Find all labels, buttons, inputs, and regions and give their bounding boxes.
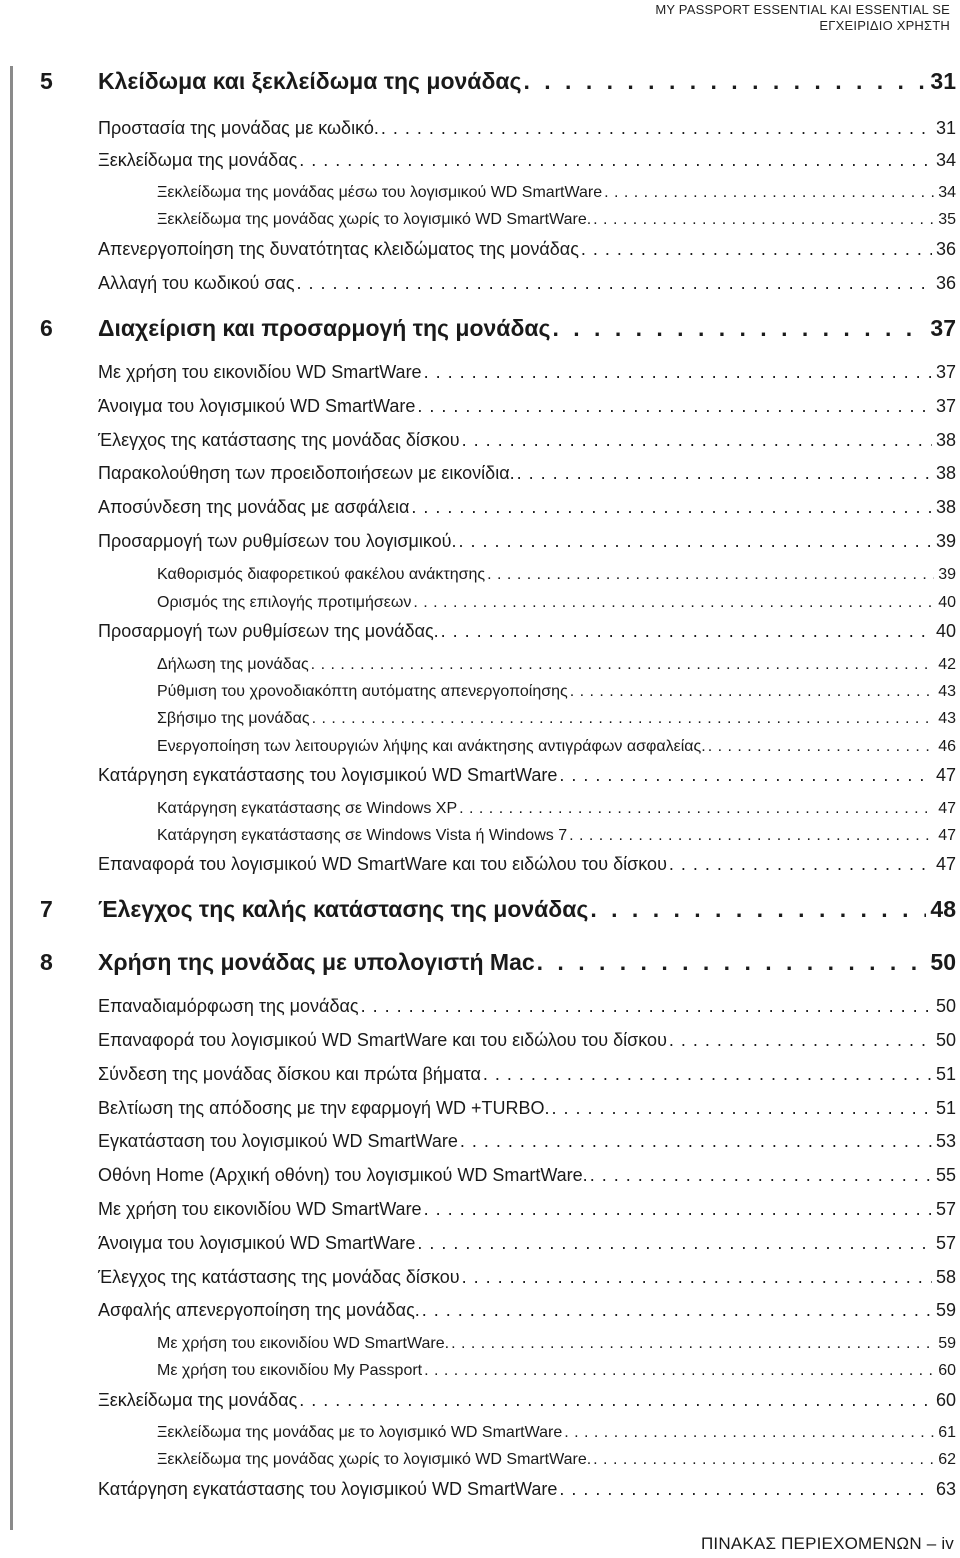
toc-page-number: 36 [935,273,956,293]
dot-leader [299,150,932,171]
toc-subsection[interactable] [157,738,956,756]
toc-page-number: 42 [938,656,956,673]
toc-page-number: 50 [930,949,956,975]
dot-leader [413,594,934,612]
toc-page-number: 46 [938,738,956,755]
toc-section[interactable] [98,1165,956,1186]
dot-leader [462,430,932,451]
toc-entry-title: Κατάργηση εγκατάστασης σε Windows Vista ή Windows 7 [157,827,568,844]
dot-leader [462,1267,932,1288]
toc-subsection[interactable] [157,211,956,229]
toc-page-number: 39 [938,566,956,583]
toc-entry-title: Ξεκλείδωμα της μονάδας [98,150,298,170]
toc-entry-title: Διαχείριση και προσαρμογή της μονάδας [98,315,551,341]
toc-section[interactable] [98,118,956,139]
toc-page-number: 35 [938,211,956,228]
toc-entry-title: Προσαρμογή των ρυθμίσεων της μονάδας. [98,621,439,641]
toc-subsection[interactable] [157,594,956,612]
toc-entry-title: Ξεκλείδωμα της μονάδας [98,1390,298,1410]
toc-chapter[interactable] [98,315,956,342]
toc-entry-title: Οθόνη Home (Αρχική οθόνη) του λογισμικού WD SmartWare. [98,1165,588,1185]
toc-page-number: 39 [935,531,956,551]
toc-entry-title: Ξεκλείδωμα της μονάδας χωρίς το λογισμικό WD SmartWare. [157,1451,592,1468]
toc-page-number: 61 [938,1424,956,1441]
dot-leader [299,1390,932,1411]
toc-section[interactable] [98,1064,956,1085]
toc-section[interactable] [98,463,956,484]
toc-page-number: 60 [935,1390,956,1410]
toc-entry-title: Δήλωση της μονάδας [157,656,309,673]
toc-entry-title: Κλείδωμα και ξεκλείδωμα της μονάδας [98,68,522,94]
dot-leader [593,1451,934,1469]
toc-page-number: 55 [935,1165,956,1185]
dot-leader [604,184,934,202]
toc-page-number: 47 [938,800,956,817]
dot-leader [483,1064,932,1085]
toc-page-number: 62 [938,1451,956,1468]
dot-leader [487,566,934,584]
dot-leader [424,1199,932,1220]
toc-page-number: 58 [935,1267,956,1287]
dot-leader [524,68,927,95]
toc-entry-title: Ενεργοποίηση των λειτουργιών λήψης και ανάκτησης αντιγράφων ασφαλείας. [157,738,706,755]
toc-page-number: 53 [935,1131,956,1151]
toc-page-number: 31 [935,118,956,138]
dot-leader [381,118,932,139]
dot-leader [311,656,935,674]
toc-entry-title: Ορισμός της επιλογής προτιμήσεων [157,594,412,611]
toc-entry-title: Με χρήση του εικονιδίου WD SmartWare. [157,1335,450,1352]
dot-leader [451,1335,934,1353]
toc-entry-title: Επαναφορά του λογισμικού WD SmartWare και του ειδώλου του δίσκου [98,854,667,874]
toc-section[interactable] [98,621,956,642]
toc-section[interactable] [98,1131,956,1152]
toc-section[interactable] [98,1300,956,1321]
toc-page-number: 34 [938,184,956,201]
dot-leader [564,1424,934,1442]
toc-entry-title: Έλεγχος της κατάστασης της μονάδας δίσκου [98,430,460,450]
dot-leader [361,996,932,1017]
toc-subsection[interactable] [157,1451,956,1469]
toc-subsection[interactable] [157,1362,956,1380]
toc-entry-title: Άνοιγμα του λογισμικού WD SmartWare [98,1233,416,1253]
toc-subsection[interactable] [157,827,956,845]
toc-entry-title: Εγκατάσταση του λογισμικού WD SmartWare [98,1131,458,1151]
toc-subsection[interactable] [157,710,956,728]
toc-page-number: 37 [930,315,956,341]
toc-page-number: 50 [935,1030,956,1050]
header-line-2: ΕΓΧΕΙΡΙΔΙΟ ΧΡΗΣΤΗ [819,18,950,33]
header-line-1: MY PASSPORT ESSENTIAL KAI ESSENTIAL SE [655,2,950,17]
dot-leader [570,683,934,701]
toc-section[interactable] [98,1267,956,1288]
toc-section[interactable] [98,1233,956,1254]
toc-section[interactable] [98,239,956,260]
toc-page-number: 59 [935,1300,956,1320]
dot-leader [708,738,934,756]
toc-subsection[interactable] [157,566,956,584]
toc-chapter[interactable] [98,896,956,923]
toc-page-number: 50 [935,996,956,1016]
toc-entry-title: Βελτίωση της απόδοσης με την εφαρμογή WD +TURBO. [98,1098,550,1118]
toc-entry-title: Ξεκλείδωμα της μονάδας με το λογισμικό WD SmartWare [157,1424,563,1441]
dot-leader [417,396,932,417]
chapter-number: 5 [40,68,53,94]
toc-page-number: 51 [935,1098,956,1118]
toc-page-number: 43 [938,683,956,700]
toc-page-number: 43 [938,710,956,727]
toc-page-number: 47 [938,827,956,844]
toc-section[interactable] [98,396,956,417]
toc-page-number: 36 [935,239,956,259]
toc-entry-title: Άνοιγμα του λογισμικού WD SmartWare [98,396,416,416]
dot-leader [312,710,935,728]
toc-page-number: 38 [935,497,956,517]
dot-leader [590,1165,932,1186]
toc-chapter[interactable] [98,949,956,976]
dot-leader [411,497,932,518]
toc-subsection[interactable] [157,1424,956,1442]
toc-entry-title: Σβήσιμο της μονάδας [157,710,310,727]
dot-leader [417,1233,932,1254]
toc-entry-title: Ασφαλής απενεργοποίηση της μονάδας. [98,1300,420,1320]
toc-subsection[interactable] [157,184,956,202]
toc-entry-title: Επαναφορά του λογισμικού WD SmartWare και του ειδώλου του δίσκου [98,1030,667,1050]
toc-entry-title: Παρακολούθηση των προειδοποιήσεων με εικονίδια. [98,463,515,483]
chapter-number: 8 [40,949,53,975]
toc-subsection[interactable] [157,683,956,701]
toc-entry-title: Αλλαγή του κωδικού σας [98,273,295,293]
dot-leader [569,827,934,845]
toc-subsection[interactable] [157,656,956,674]
dot-leader [552,1098,932,1119]
toc-section[interactable] [98,1030,956,1051]
toc-page-number: 47 [935,765,956,785]
toc-page-number: 37 [935,396,956,416]
dot-leader [669,854,932,875]
dot-leader [424,1362,934,1380]
running-header [655,2,950,34]
toc-entry-title: Προσαρμογή των ρυθμίσεων του λογισμικού. [98,531,457,551]
toc-entry-title: Κατάργηση εγκατάστασης του λογισμικού WD SmartWare [98,765,558,785]
toc-section[interactable] [98,1199,956,1220]
toc-section[interactable] [98,765,956,786]
toc-section[interactable] [98,531,956,552]
toc-section[interactable] [98,1098,956,1119]
dot-leader [593,211,934,229]
toc-entry-title: Έλεγχος της καλής κατάστασης της μονάδας [98,896,589,922]
toc-page-number: 63 [935,1479,956,1499]
chapter-number: 6 [40,315,53,341]
dot-leader [581,239,932,260]
toc-page-number: 59 [938,1335,956,1352]
dot-leader [669,1030,932,1051]
toc-section[interactable] [98,497,956,518]
toc-entry-title: Έλεγχος της κατάστασης της μονάδας δίσκου [98,1267,460,1287]
toc-page-number: 60 [938,1362,956,1379]
toc-entry-title: Ρύθμιση του χρονοδιακόπτη αυτόματης απενεργοποίησης [157,683,568,700]
toc-page-number: 38 [935,430,956,450]
toc-page-number: 48 [930,896,956,922]
toc-entry-title: Κατάργηση εγκατάστασης σε Windows XP [157,800,458,817]
toc-entry-title: Με χρήση του εικονιδίου WD SmartWare [98,362,422,382]
dot-leader [441,621,932,642]
toc-page-number: 51 [935,1064,956,1084]
toc-chapter[interactable] [98,68,956,95]
toc-section[interactable] [98,430,956,451]
toc-entry-title: Επαναδιαμόρφωση της μονάδας [98,996,359,1016]
toc-entry-title: Καθορισμός διαφορετικού φακέλου ανάκτησης [157,566,486,583]
dot-leader [460,1131,932,1152]
dot-leader [590,896,926,923]
toc-page-number: 40 [935,621,956,641]
dot-leader [517,463,932,484]
toc-subsection[interactable] [157,1335,956,1353]
toc-section[interactable] [98,362,956,383]
toc-entry-title: Ξεκλείδωμα της μονάδας μέσω του λογισμικού WD SmartWare [157,184,603,201]
toc-entry-title: Χρήση της μονάδας με υπολογιστή Mac [98,949,535,975]
toc-page-number: 47 [935,854,956,874]
dot-leader [297,273,932,294]
page-footer: ΠΙΝΑΚΑΣ ΠΕΡΙΕΧΟΜΕΝΩΝ – iv [700,1534,954,1553]
dot-leader [559,765,932,786]
toc-section[interactable] [98,854,956,875]
dot-leader [537,949,927,976]
toc-page-number: 31 [930,68,956,94]
toc-entry-title: Αποσύνδεση της μονάδας με ασφάλεια [98,497,410,517]
toc-section[interactable] [98,996,956,1017]
dot-leader [424,362,932,383]
toc-entry-title: Απενεργοποίηση της δυνατότητας κλειδώματος της μονάδας [98,239,579,259]
toc-entry-title: Με χρήση του εικονιδίου My Passport [157,1362,423,1379]
dot-leader [459,531,932,552]
toc-section[interactable] [98,273,956,294]
toc-entry-title: Με χρήση του εικονιδίου WD SmartWare [98,1199,422,1219]
toc-entry-title: Προστασία της μονάδας με κωδικό. [98,118,379,138]
toc-page-number: 57 [935,1199,956,1219]
toc-section[interactable] [98,150,956,171]
dot-leader [459,800,934,818]
toc-section[interactable] [98,1479,956,1500]
toc-section[interactable] [98,1390,956,1411]
toc-page-number: 37 [935,362,956,382]
dot-leader [553,315,927,342]
toc-page-number: 34 [935,150,956,170]
toc-subsection[interactable] [157,800,956,818]
toc-entry-title: Κατάργηση εγκατάστασης του λογισμικού WD SmartWare [98,1479,558,1499]
toc-entry-title: Σύνδεση της μονάδας δίσκου και πρώτα βήματα [98,1064,481,1084]
dot-leader [422,1300,932,1321]
dot-leader [559,1479,932,1500]
toc-page-number: 40 [938,594,956,611]
margin-rule [10,66,13,1530]
toc-page-number: 38 [935,463,956,483]
chapter-number: 7 [40,896,53,922]
toc-entry-title: Ξεκλείδωμα της μονάδας χωρίς το λογισμικό WD SmartWare. [157,211,592,228]
toc-page-number: 57 [935,1233,956,1253]
